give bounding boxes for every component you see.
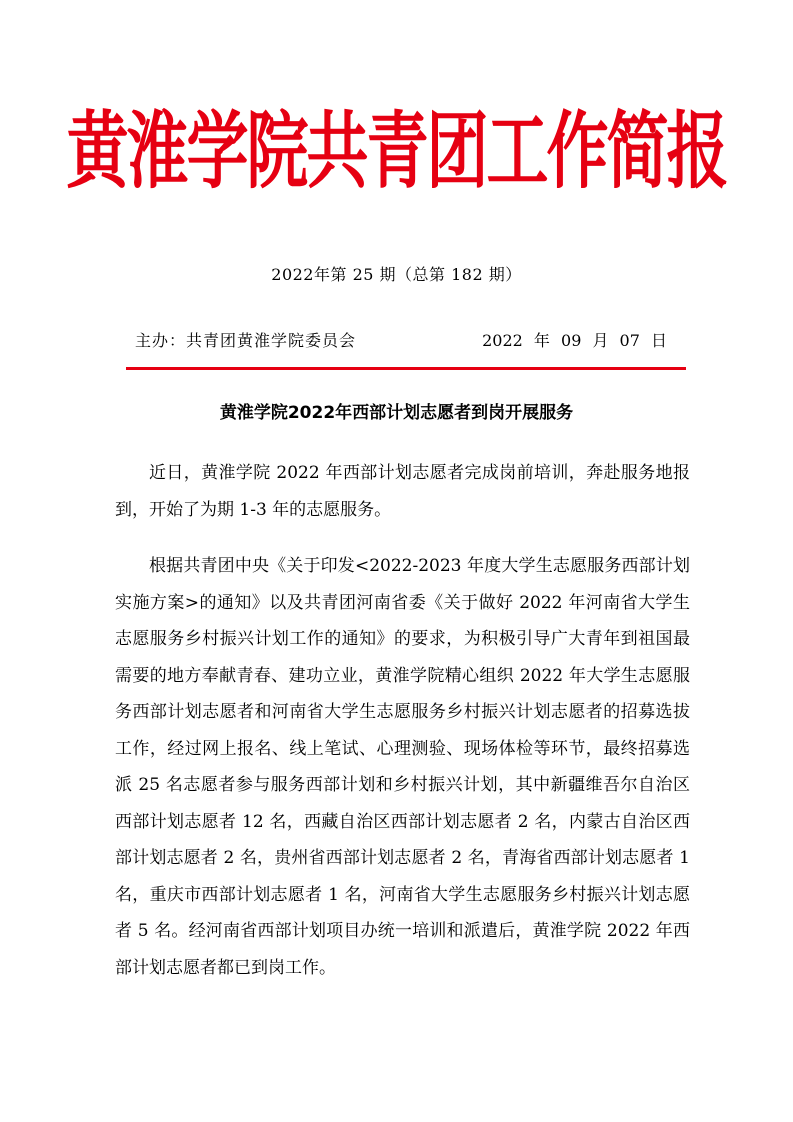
paragraph: 近日，黄淮学院 2022 年西部计划志愿者完成岗前培训，奔赴服务地报到，开始了为期 1-3 年的志愿服务。 xyxy=(115,463,690,520)
paragraph: 根据共青团中央《关于印发<2022-2023 年度大学生志愿服务西部计划实施方案>的通知》以及共青团河南省委《关于做好 2022 年河南省大学生志愿服务乡村振兴计划工作的通知》的要求，为积极引导广大青年到祖国最需要的地方奉献青春、建功立业，黄淮学院精心组织 2022 年大学生志愿服务西部计划志愿者和河南省大学生志愿服务乡村振兴计划志愿者的招募选拔工作，经过网上报名、线上笔试、心理测验、现场体检等环节，最终招募选派 25 名志愿者参与服务西部计划和乡村振兴计划，其中新疆维吾尔自治区西部计划志愿者 12 名，西藏自治区西部计划志愿者 2 名，内蒙古自治区西部计划志愿者 2 名，贵州省西部计划志愿者 2 名，青海省西部计划志愿者 1 名，重庆市西部计划志愿者 1 名，河南省大学生志愿服务乡村振兴计划志愿者 5 名。经河南省西部计划项目办统一培训和派遣后，黄淮学院 2022 年西部计划志愿者都已到岗工作。 xyxy=(115,556,690,978)
header-divider xyxy=(126,367,686,370)
article-body xyxy=(115,455,690,1006)
issue-date: 2022 年 09 月 07 日 xyxy=(482,331,667,350)
article-title: 黄淮学院2022年西部计划志愿者到岗开展服务 xyxy=(219,403,574,423)
sponsor-line: 主办：共青团黄淮学院委员会 xyxy=(135,331,357,350)
masthead-title: 黄淮学院共青团工作简报 xyxy=(66,101,727,201)
issue-number: 2022年第 25 期（总第 182 期） xyxy=(271,265,522,284)
